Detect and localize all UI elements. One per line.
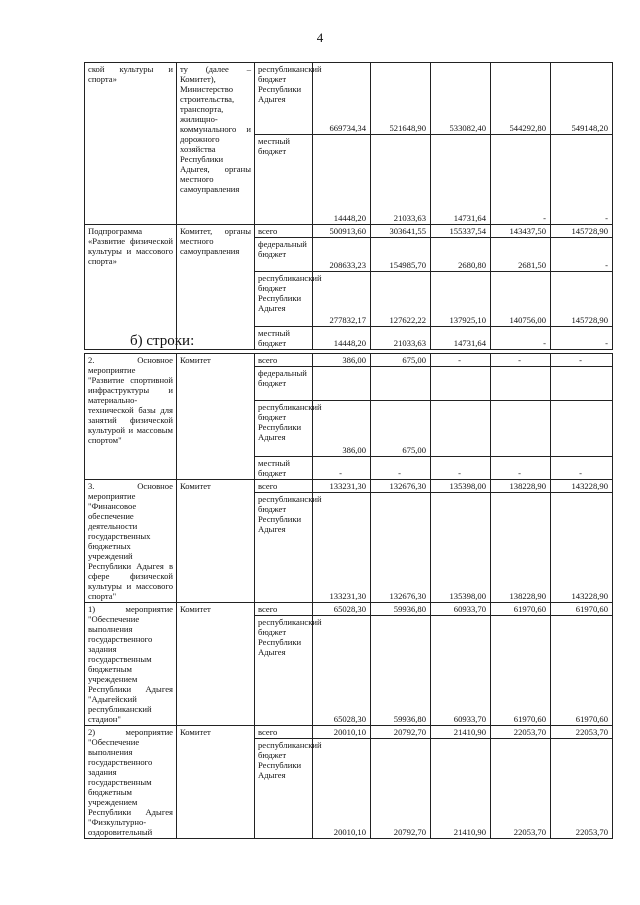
value-cell: 59936,80	[371, 616, 431, 726]
value-cell: 138228,90	[491, 493, 551, 603]
value-cell: 20010,10	[313, 739, 371, 839]
value-cell: -	[371, 457, 431, 480]
value-cell: 22053,70	[551, 726, 613, 739]
value-cell: 61970,60	[551, 603, 613, 616]
value-cell: 132676,30	[371, 493, 431, 603]
value-cell: 20792,70	[371, 739, 431, 839]
table-row	[85, 603, 613, 616]
value-cell: 22053,70	[491, 739, 551, 839]
value-cell: -	[551, 135, 613, 225]
source-label-cell: местный бюджет	[255, 457, 313, 480]
value-cell: 14448,20	[313, 135, 371, 225]
value-cell: 127622,22	[371, 272, 431, 327]
value-cell: -	[551, 457, 613, 480]
source-label-cell: республиканский бюджет Республики Адыгея	[255, 493, 313, 603]
value-cell: 21410,90	[431, 739, 491, 839]
source-label-cell: республиканский бюджет Республики Адыгея	[255, 616, 313, 726]
value-cell: -	[491, 457, 551, 480]
value-cell: 140756,00	[491, 272, 551, 327]
table-row	[85, 225, 613, 238]
value-cell: 544292,80	[491, 63, 551, 135]
executor-cell: Комитет, органы местного самоуправления	[177, 225, 255, 350]
source-label-cell: федеральный бюджет	[255, 238, 313, 272]
program-name-cell: ской культуры и спорта»	[85, 63, 177, 225]
source-label-cell: республиканский бюджет Республики Адыгея	[255, 401, 313, 457]
value-cell: 65028,30	[313, 616, 371, 726]
value-cell: 143228,90	[551, 493, 613, 603]
source-label-cell: всего	[255, 726, 313, 739]
value-cell: 145728,90	[551, 225, 613, 238]
value-cell: 675,00	[371, 401, 431, 457]
value-cell: 277832,17	[313, 272, 371, 327]
value-cell	[491, 367, 551, 401]
value-cell	[491, 401, 551, 457]
value-cell: 20010,10	[313, 726, 371, 739]
value-cell: -	[431, 354, 491, 367]
value-cell: 135398,00	[431, 493, 491, 603]
page-number: 4	[316, 30, 324, 45]
value-cell: 155337,54	[431, 225, 491, 238]
value-cell: 521648,90	[371, 63, 431, 135]
table-row	[85, 480, 613, 493]
value-cell: 61970,60	[491, 603, 551, 616]
table-row	[85, 63, 613, 135]
value-cell: 14448,20	[313, 327, 371, 350]
value-cell: 145728,90	[551, 272, 613, 327]
value-cell: -	[551, 327, 613, 350]
value-cell	[313, 367, 371, 401]
source-label-cell: всего	[255, 225, 313, 238]
value-cell	[431, 367, 491, 401]
source-label-cell: федеральный бюджет	[255, 367, 313, 401]
budget-table-rows	[84, 353, 613, 839]
value-cell: 133231,30	[313, 493, 371, 603]
program-name-cell: Подпрограмма «Развитие физической культуры и массового спорта»	[85, 225, 177, 350]
executor-cell: Комитет	[177, 354, 255, 480]
value-cell: 21033,63	[371, 135, 431, 225]
value-cell: 675,00	[371, 354, 431, 367]
source-label-cell: всего	[255, 354, 313, 367]
value-cell: -	[551, 238, 613, 272]
value-cell: 549148,20	[551, 63, 613, 135]
source-label-cell: республиканский бюджет Республики Адыгея	[255, 272, 313, 327]
value-cell	[551, 367, 613, 401]
value-cell: 208633,23	[313, 238, 371, 272]
value-cell: 65028,30	[313, 603, 371, 616]
value-cell: -	[491, 135, 551, 225]
value-cell: 669734,34	[313, 63, 371, 135]
source-label-cell: местный бюджет	[255, 135, 313, 225]
value-cell: 60933,70	[431, 616, 491, 726]
value-cell: 2680,80	[431, 238, 491, 272]
value-cell	[431, 401, 491, 457]
value-cell: 137925,10	[431, 272, 491, 327]
value-cell: 60933,70	[431, 603, 491, 616]
executor-cell: Комитет	[177, 603, 255, 726]
executor-cell: Комитет	[177, 480, 255, 603]
value-cell: 303641,55	[371, 225, 431, 238]
source-label-cell: всего	[255, 480, 313, 493]
value-cell: 22053,70	[551, 739, 613, 839]
value-cell: 138228,90	[491, 480, 551, 493]
value-cell: 143437,50	[491, 225, 551, 238]
value-cell: 135398,00	[431, 480, 491, 493]
value-cell: 133231,30	[313, 480, 371, 493]
program-name-cell: 2) мероприятие "Обеспечение выполнения государственного задания государственным бюджетным учреждением Республики Адыгея "Физкультурно-оздоровительный	[85, 726, 177, 839]
value-cell	[551, 401, 613, 457]
section-label: б) строки:	[130, 333, 195, 349]
value-cell: 143228,90	[551, 480, 613, 493]
executor-cell: ту (далее – Комитет), Министерство строительства, транспорта, жилищно-коммунального и дорожного хозяйства Республики Адыгея, органы местного самоуправления	[177, 63, 255, 225]
value-cell: 154985,70	[371, 238, 431, 272]
value-cell: 22053,70	[491, 726, 551, 739]
value-cell: 20792,70	[371, 726, 431, 739]
value-cell: 14731,64	[431, 135, 491, 225]
source-label-cell: всего	[255, 603, 313, 616]
value-cell: 386,00	[313, 401, 371, 457]
value-cell: -	[491, 327, 551, 350]
budget-table-continued	[84, 62, 613, 350]
value-cell	[371, 367, 431, 401]
value-cell: -	[313, 457, 371, 480]
value-cell: 386,00	[313, 354, 371, 367]
program-name-cell: 3. Основное мероприятие "Финансовое обеспечение деятельности государственных бюджетных учреждений Республики Адыгея в сфере физической культуры и массового спорта"	[85, 480, 177, 603]
value-cell: 21410,90	[431, 726, 491, 739]
value-cell: 132676,30	[371, 480, 431, 493]
value-cell: -	[551, 354, 613, 367]
table-row	[85, 726, 613, 739]
value-cell: 500913,60	[313, 225, 371, 238]
value-cell: 14731,64	[431, 327, 491, 350]
table-row	[85, 354, 613, 367]
value-cell: 61970,60	[551, 616, 613, 726]
executor-cell: Комитет	[177, 726, 255, 839]
value-cell: -	[431, 457, 491, 480]
value-cell: 21033,63	[371, 327, 431, 350]
source-label-cell: республиканский бюджет Республики Адыгея	[255, 63, 313, 135]
value-cell: -	[491, 354, 551, 367]
source-label-cell: местный бюджет	[255, 327, 313, 350]
value-cell: 59936,80	[371, 603, 431, 616]
program-name-cell: 2. Основное мероприятие "Развитие спортивной инфраструктуры и материально-технической базы для занятий физической культурой и массовым спортом"	[85, 354, 177, 480]
source-label-cell: республиканский бюджет Республики Адыгея	[255, 739, 313, 839]
value-cell: 61970,60	[491, 616, 551, 726]
program-name-cell: 1) мероприятие "Обеспечение выполнения государственного задания государственным бюджетным учреждением Республики Адыгея "Адыгейский республиканский стадион"	[85, 603, 177, 726]
value-cell: 2681,50	[491, 238, 551, 272]
value-cell: 533082,40	[431, 63, 491, 135]
